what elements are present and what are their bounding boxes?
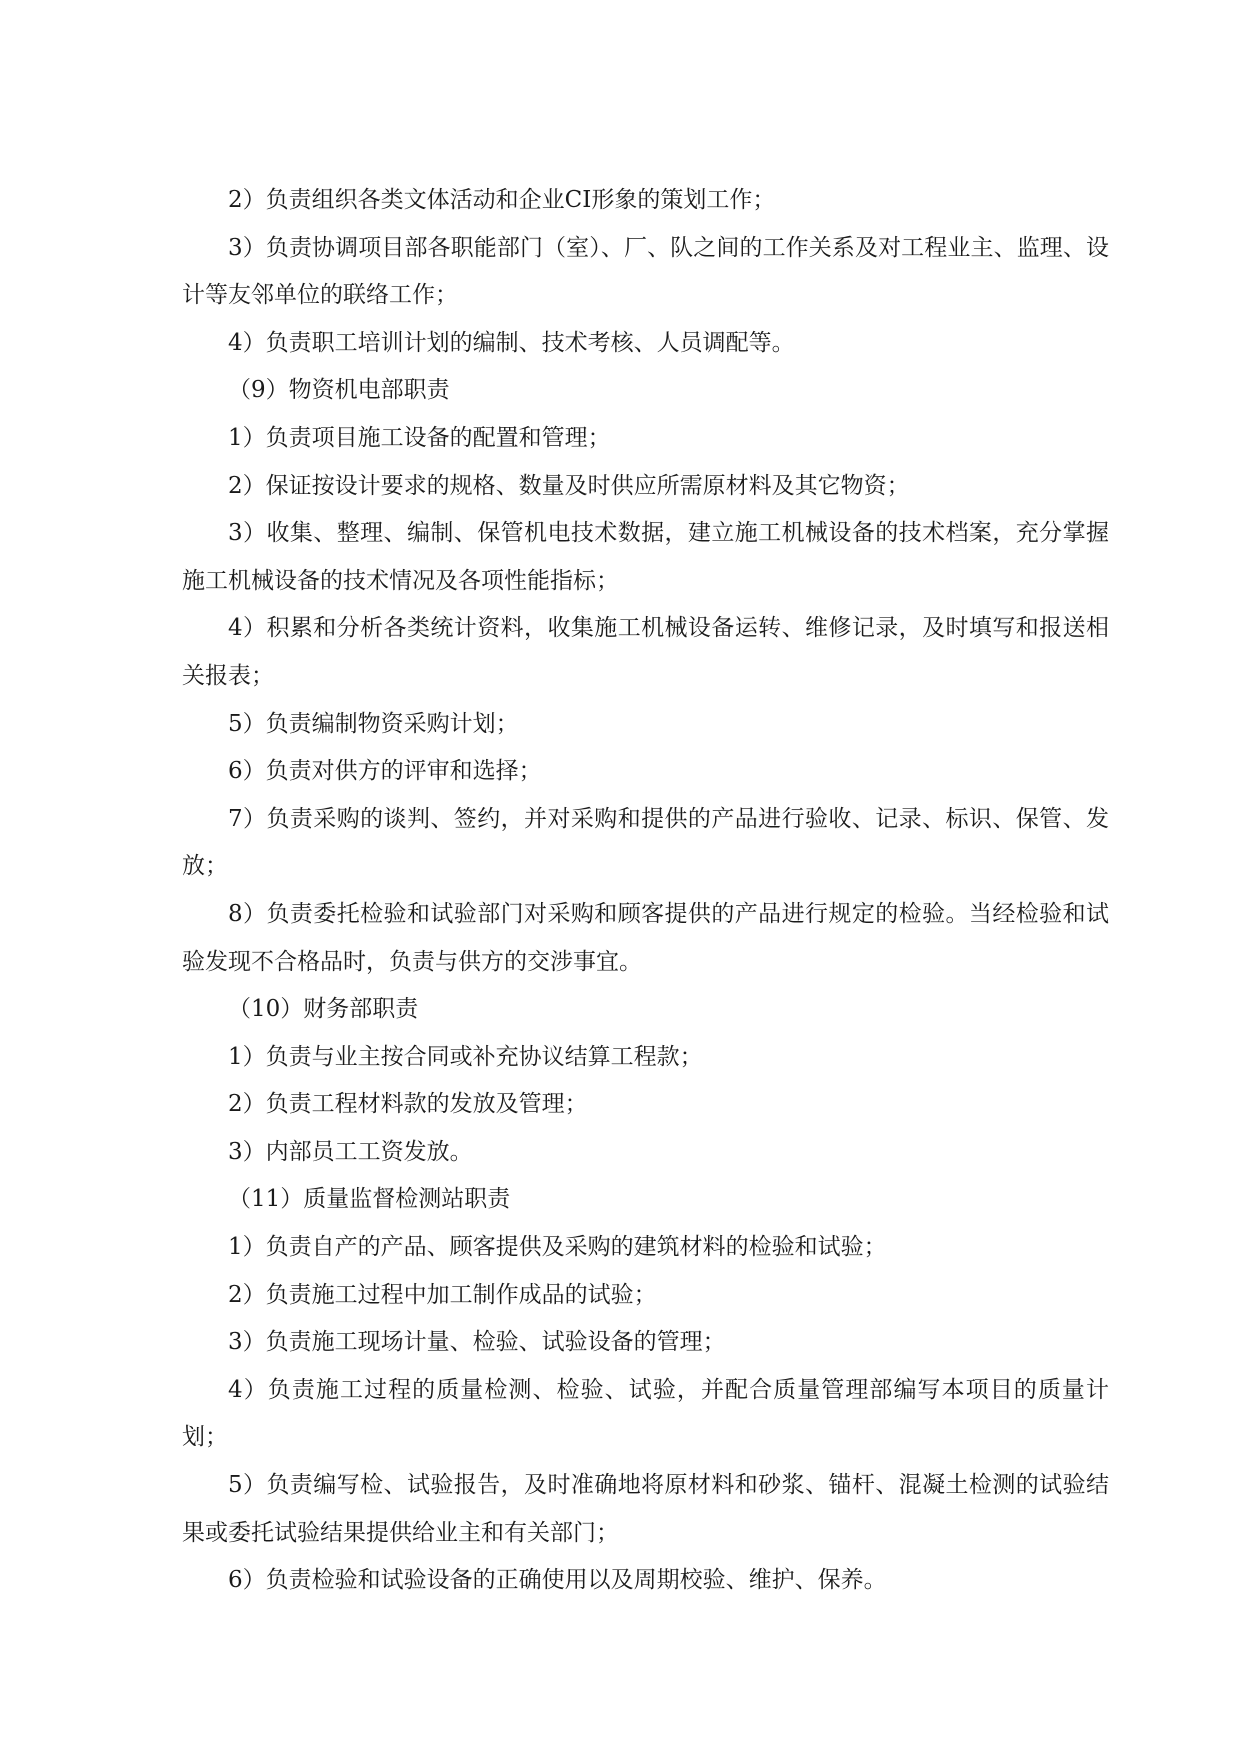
paragraph-item: 5）负责编写检、试验报告，及时准确地将原材料和砂浆、锚杆、混凝土检测的试验结果或委托试验结果提供给业主和有关部门；: [182, 1472, 1109, 1546]
paragraph-item: 6）负责检验和试验设备的正确使用以及周期校验、维护、保养。: [228, 1567, 887, 1594]
paragraph-item: 8）负责委托检验和试验部门对采购和顾客提供的产品进行规定的检验。当经检验和试验发现不合格品时，负责与供方的交涉事宜。: [182, 900, 1109, 975]
paragraph-item: 3）负责施工现场计量、检验、试验设备的管理；: [228, 1329, 726, 1356]
paragraph-item: 4）积累和分析各类统计资料，收集施工机械设备运转、维修记录，及时填写和报送相关报表；: [182, 615, 1109, 689]
paragraph-item: 3）收集、整理、编制、保管机电技术数据，建立施工机械设备的技术档案，充分掌握施工机械设备的技术情况及各项性能指标；: [182, 520, 1109, 594]
paragraph-item: 6）负责对供方的评审和选择；: [228, 758, 542, 785]
paragraph-item: 3）内部员工工资发放。: [228, 1138, 473, 1165]
section-heading: （11）质量监督检测站职责: [228, 1186, 511, 1213]
paragraph-item: 4）负责施工过程的质量检测、检验、试验，并配合质量管理部编写本项目的质量计划；: [182, 1376, 1109, 1451]
document-page: [182, 177, 1109, 1605]
section-heading: （10）财务部职责: [228, 996, 419, 1023]
paragraph-item: 5）负责编制物资采购计划；: [228, 710, 519, 737]
paragraph-item: 1）负责自产的产品、顾客提供及采购的建筑材料的检验和试验；: [228, 1234, 887, 1261]
paragraph-item: 2）负责工程材料款的发放及管理；: [228, 1091, 588, 1118]
paragraph-item: 4）负责职工培训计划的编制、技术考核、人员调配等。: [228, 329, 795, 356]
paragraph-item: 1）负责项目施工设备的配置和管理；: [228, 424, 611, 451]
paragraph-item: 2）负责施工过程中加工制作成品的试验；: [228, 1281, 657, 1308]
section-heading: （9）物资机电部职责: [228, 377, 450, 404]
paragraph-item: 1）负责与业主按合同或补充协议结算工程款；: [228, 1043, 703, 1070]
paragraph-item: 2）负责组织各类文体活动和企业CI形象的策划工作；: [228, 187, 776, 213]
paragraph-item: 3）负责协调项目部各职能部门（室）、厂、队之间的工作关系及对工程业主、监理、设计等友邻单位的联络工作；: [182, 234, 1109, 309]
paragraph-item: 2）保证按设计要求的规格、数量及时供应所需原材料及其它物资；: [228, 472, 910, 499]
paragraph-item: 7）负责采购的谈判、签约，并对采购和提供的产品进行验收、记录、标识、保管、发放；: [182, 805, 1109, 880]
